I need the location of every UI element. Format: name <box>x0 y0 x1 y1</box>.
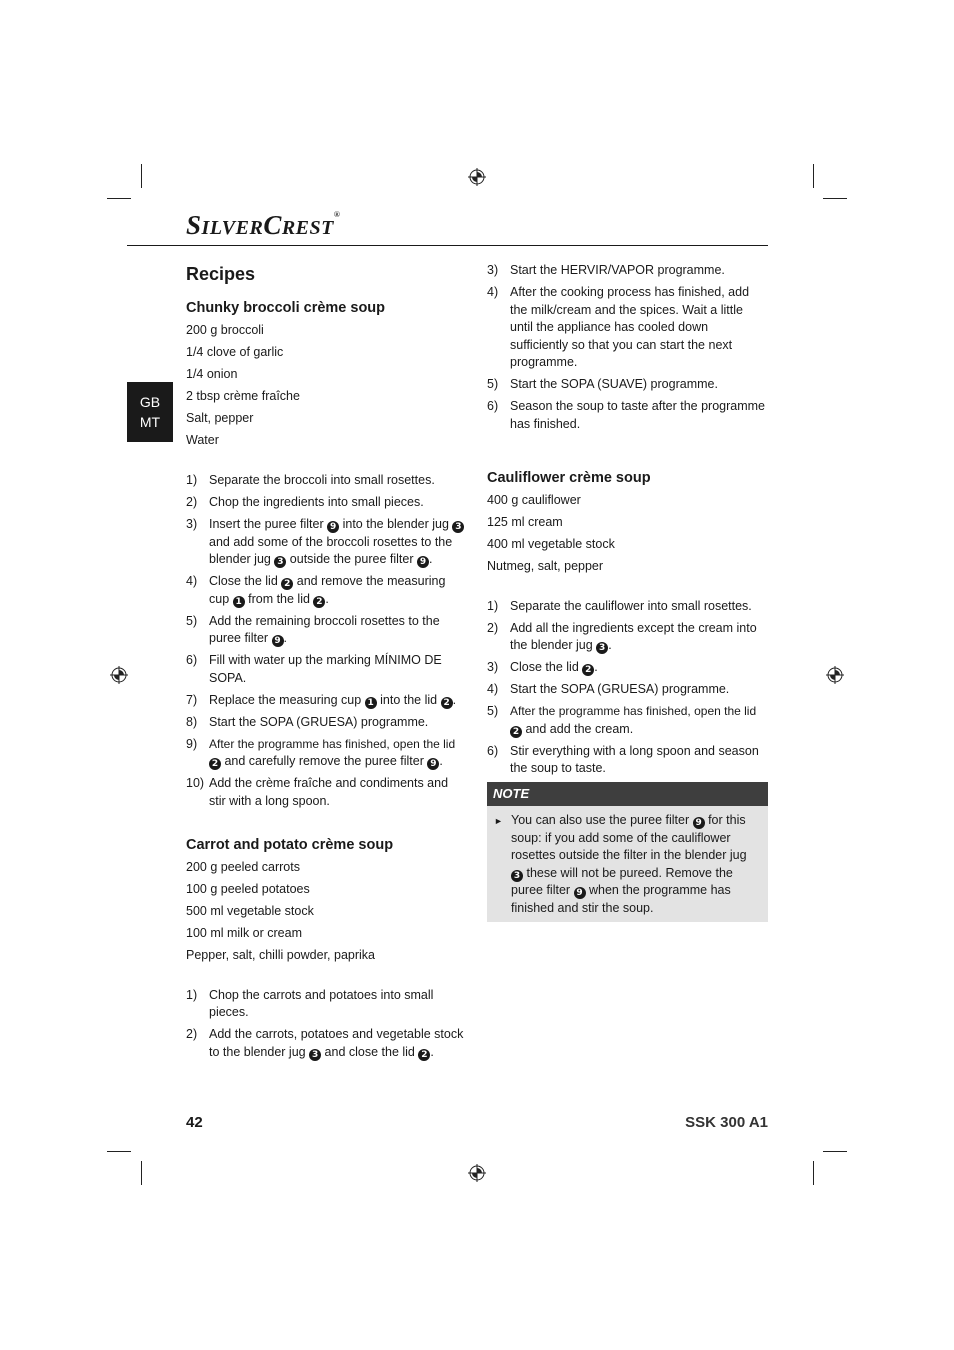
step <box>186 714 468 732</box>
step-list <box>186 472 468 810</box>
note-text: these will not be pureed. Remove the puree filter <box>511 865 733 897</box>
ingredient: 1/4 clove of garlic <box>186 345 284 359</box>
recipe-title: Chunky broccoli crème soup <box>186 300 386 316</box>
crop-mark <box>823 1151 847 1152</box>
step-text: After the programme has finished, open the lid <box>510 704 757 718</box>
ingredient-list <box>186 322 468 450</box>
part-number-badge: 9 <box>427 758 439 770</box>
step <box>186 987 468 1022</box>
crop-mark <box>813 1161 814 1185</box>
registered-mark: ® <box>333 210 341 219</box>
step-text: . <box>325 591 329 606</box>
part-number-badge: 2 <box>281 578 293 590</box>
part-number-badge: 9 <box>693 817 705 829</box>
step-number: 5) <box>186 613 198 628</box>
step-text: . <box>430 1044 434 1059</box>
brand-logo <box>186 210 340 241</box>
page-title: Recipes <box>186 264 256 284</box>
part-number-badge: 1 <box>365 697 377 709</box>
step-text: from the lid <box>244 591 314 606</box>
note-text: You can also use the puree filter <box>511 813 693 827</box>
step <box>487 681 768 699</box>
ingredient: Water <box>186 433 219 447</box>
step <box>487 262 768 280</box>
language-code: GB <box>139 394 161 410</box>
part-number-badge: 3 <box>511 870 523 882</box>
step-text: Close the lid <box>510 660 583 674</box>
step-text: Add the remaining broccoli rosettes to the puree filter <box>209 613 440 645</box>
part-number-badge: 2 <box>313 596 325 608</box>
step <box>487 398 768 433</box>
step-text: After the cooking process has finished, add the milk/cream and the spices. Wait a little until the appliance has cooled down sufficiently so that you can start the next programme. <box>510 285 750 369</box>
registration-mark-icon <box>826 666 844 684</box>
step-number: 10) <box>186 776 205 790</box>
step-number: 5) <box>487 377 499 391</box>
recipe-title: Cauliflower crème soup <box>487 469 651 486</box>
step-text: outside the puree filter <box>286 552 417 566</box>
step <box>186 516 468 569</box>
part-number-badge: 9 <box>272 635 284 647</box>
step-number: 6) <box>186 653 198 667</box>
step-text: into the blender jug <box>339 517 453 531</box>
step-number: 2) <box>487 620 499 635</box>
part-number-badge: 9 <box>417 556 429 568</box>
step-text: Season the soup to taste after the programme has finished. <box>510 399 766 431</box>
language-tab <box>127 382 173 442</box>
step <box>186 652 468 687</box>
part-number-badge: 2 <box>441 697 453 709</box>
step-number: 1) <box>186 473 198 487</box>
step-text: Start the HERVIR/VAPOR programme. <box>510 263 725 277</box>
part-number-badge: 3 <box>596 642 608 654</box>
step-number: 4) <box>487 285 499 299</box>
step <box>186 472 468 490</box>
crop-mark <box>813 164 814 188</box>
step-text: Separate the cauliflower into small rosettes. <box>510 598 752 613</box>
part-number-badge: 2 <box>510 726 522 738</box>
step <box>487 659 768 677</box>
step-text: and remove the measuring cup <box>209 574 446 606</box>
step-text: Chop the ingredients into small pieces. <box>209 495 424 509</box>
step <box>186 573 468 608</box>
step-number: 1) <box>186 987 198 1002</box>
step <box>186 736 468 771</box>
step-number: 1) <box>487 598 499 613</box>
step-list <box>487 262 768 433</box>
crop-mark <box>107 1151 131 1152</box>
step-text: and add some of the broccoli rosettes to the blender jug <box>209 534 453 566</box>
step-text: Add the carrots, potatoes and vegetable stock to the blender jug <box>209 1027 464 1059</box>
ingredient: 200 g broccoli <box>186 323 264 337</box>
logo-text: ILVER <box>201 217 264 239</box>
language-code: MT <box>139 414 161 430</box>
step-text: Close the lid <box>209 574 282 588</box>
step-text: Separate the broccoli into small rosettes. <box>209 473 435 487</box>
ingredient: 200 g peeled carrots <box>186 859 300 874</box>
step-text: Chop the carrots and potatoes into small pieces. <box>209 987 434 1019</box>
note-heading: NOTE <box>487 782 768 806</box>
step <box>186 775 468 810</box>
step-text: Start the SOPA (SUAVE) programme. <box>510 377 718 391</box>
header-rule <box>127 245 768 246</box>
step-text: Start the SOPA (GRUESA) programme. <box>209 714 429 729</box>
step-number: 2) <box>186 1027 198 1041</box>
step-text: . <box>283 631 288 645</box>
step-number: 5) <box>487 704 499 718</box>
ingredient: 100 ml milk or cream <box>186 925 302 940</box>
step-list <box>186 987 468 1062</box>
step-text: and close the lid <box>321 1044 419 1059</box>
step-number: 3) <box>487 263 499 277</box>
part-number-badge: 3 <box>309 1049 321 1061</box>
step-text: Add all the ingredients except the cream into the blender jug <box>510 620 757 652</box>
step-text: . <box>439 754 443 768</box>
ingredient: 100 g peeled potatoes <box>186 881 310 896</box>
part-number-badge: 3 <box>452 521 464 533</box>
step <box>487 703 768 738</box>
step-text: Add the crème fraîche and condiments and stir with a long spoon. <box>209 776 449 808</box>
step-number: 9) <box>186 736 198 751</box>
step-number: 8) <box>186 714 198 729</box>
logo-letter: C <box>263 210 282 240</box>
ingredient: 125 ml cream <box>487 514 563 529</box>
crop-mark <box>141 164 142 188</box>
part-number-badge: 2 <box>582 664 594 676</box>
step <box>186 1026 468 1061</box>
registration-mark-icon <box>110 666 128 684</box>
ingredient: 500 ml vegetable stock <box>186 903 314 918</box>
step-text: After the programme has finished, open the lid <box>209 736 456 751</box>
step-number: 4) <box>186 574 198 588</box>
step-text: Insert the puree filter <box>209 517 328 531</box>
step-text: and carefully remove the puree filter <box>221 754 428 768</box>
step <box>487 376 768 394</box>
ingredient-list <box>487 492 768 576</box>
registration-mark-icon <box>468 168 486 186</box>
step-text: Start the SOPA (GRUESA) programme. <box>510 682 730 696</box>
step-text: into the lid <box>376 692 441 707</box>
part-number-badge: 2 <box>418 1049 430 1061</box>
step-text: Replace the measuring cup <box>209 692 365 707</box>
left-column <box>186 262 468 1066</box>
logo-letter: S <box>186 210 202 240</box>
step <box>186 494 468 512</box>
note-text: for this soup: if you add some of the cauliflower rosettes outside the filter in the blender jug <box>511 813 747 862</box>
right-column <box>487 262 768 922</box>
step <box>487 743 768 778</box>
ingredient: Nutmeg, salt, pepper <box>487 558 604 573</box>
crop-mark <box>823 198 847 199</box>
ingredient: 400 ml vegetable stock <box>487 536 615 551</box>
step <box>487 598 768 616</box>
step-number: 6) <box>487 743 499 758</box>
step-number: 4) <box>487 682 499 696</box>
part-number-badge: 1 <box>233 596 245 608</box>
part-number-badge: 2 <box>209 758 221 770</box>
step <box>487 620 768 655</box>
step-text: . <box>452 692 457 707</box>
part-number-badge: 9 <box>574 887 586 899</box>
ingredient: 400 g cauliflower <box>487 492 581 507</box>
step-text: Fill with water up the marking MÍNIMO DE SOPA. <box>209 653 442 685</box>
step-number: 3) <box>487 660 499 674</box>
registration-mark-icon <box>468 1164 486 1182</box>
ingredient: 1/4 onion <box>186 367 238 381</box>
step <box>186 613 468 648</box>
step-text: . <box>608 638 612 652</box>
step-number: 2) <box>186 495 198 509</box>
model-number: SSK 300 A1 <box>685 1114 768 1131</box>
logo-text: REST <box>281 217 334 239</box>
step-number: 3) <box>186 517 198 531</box>
ingredient: Salt, pepper <box>186 411 254 425</box>
note-body <box>487 806 768 922</box>
note-text: when the programme has finished and stir the soup. <box>511 883 731 915</box>
crop-mark <box>107 198 131 199</box>
ingredient-list <box>186 859 468 965</box>
step <box>487 284 768 372</box>
step-text: and add the cream. <box>522 721 634 736</box>
step <box>186 692 468 710</box>
step-text: . <box>428 552 433 566</box>
part-number-badge: 9 <box>327 521 339 533</box>
page-number: 42 <box>186 1114 203 1131</box>
step-text: Stir everything with a long spoon and season the soup to taste. <box>510 743 759 775</box>
step-list <box>487 598 768 778</box>
bullet-arrow-icon: ► <box>494 816 503 826</box>
ingredient: 2 tbsp crème fraîche <box>186 389 300 403</box>
ingredient: Pepper, salt, chilli powder, paprika <box>186 947 375 962</box>
recipe-title: Carrot and potato crème soup <box>186 836 394 853</box>
note-box <box>487 782 768 922</box>
crop-mark <box>141 1161 142 1185</box>
step-number: 7) <box>186 692 198 707</box>
step-number: 6) <box>487 399 499 413</box>
step-text: . <box>594 660 598 674</box>
part-number-badge: 3 <box>274 556 286 568</box>
